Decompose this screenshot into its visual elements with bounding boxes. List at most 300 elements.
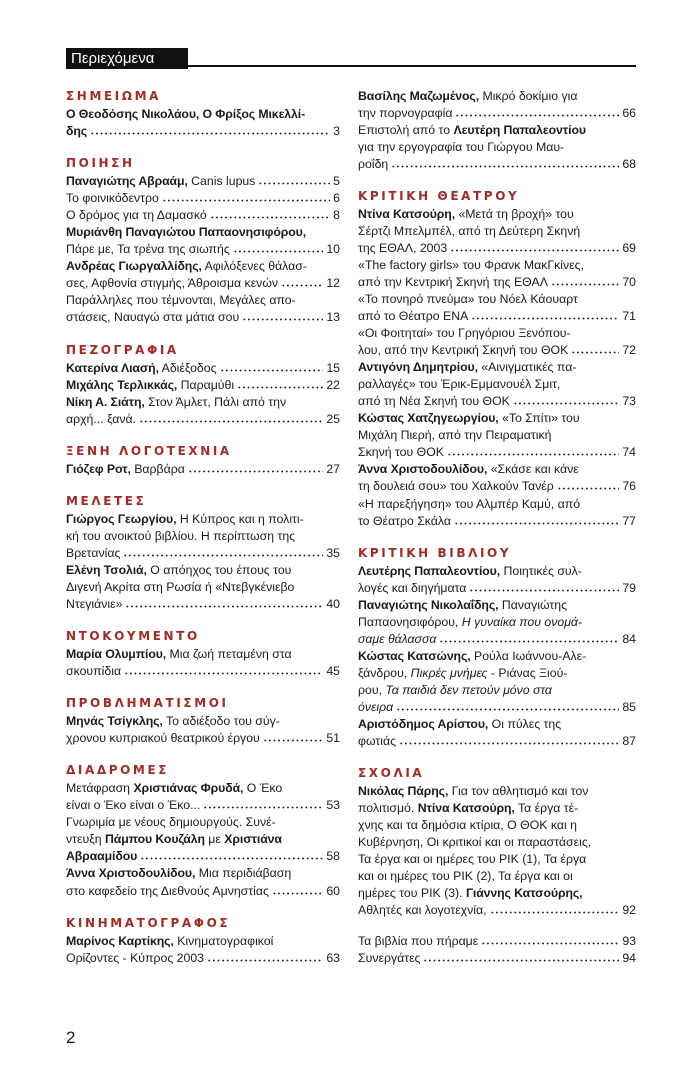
entry-text-run: χρονου κυπριακού θεατρικού έργου <box>66 731 260 746</box>
entry-text <box>66 663 121 680</box>
toc-entry-line <box>66 258 340 275</box>
book-title: Η γυναίκα που ονομά- <box>461 614 583 629</box>
toc-entry-line <box>358 933 636 950</box>
entry-text-run: Συνεργάτες <box>358 950 421 965</box>
entry-text <box>66 173 255 190</box>
entry-text <box>358 699 393 716</box>
toc-entry-line <box>358 631 636 648</box>
dot-leader <box>220 369 324 372</box>
toc-section <box>66 153 340 326</box>
toc-section <box>66 491 340 613</box>
entry-name: Μαρίνος Καρτίκης, <box>66 933 174 948</box>
entry-text <box>358 580 466 597</box>
entry-text-run: «The factory girls» του Φρανκ ΜακΓκίνες, <box>358 257 584 272</box>
entry-text <box>66 865 291 882</box>
entry-text <box>66 360 217 377</box>
entry-text <box>358 393 510 410</box>
entry-text <box>66 411 136 428</box>
toc-entry-line <box>358 868 636 885</box>
entry-text <box>66 646 292 663</box>
entry-text-run: Αδιέξοδος <box>158 360 217 375</box>
dot-leader <box>90 132 330 135</box>
entry-text <box>358 496 580 513</box>
dot-leader <box>237 386 323 389</box>
toc-entry-line <box>66 275 340 292</box>
entry-text <box>66 528 295 545</box>
page-ref: 94 <box>622 950 636 965</box>
toc-entry-line <box>66 309 340 326</box>
section-heading: ΠΟΙΗΣΗ <box>66 156 135 171</box>
dot-leader <box>450 249 619 252</box>
entry-text <box>66 190 159 207</box>
toc-entry-line <box>66 950 340 967</box>
toc-entry-line <box>358 240 636 257</box>
toc-entry-line <box>358 665 636 682</box>
toc-entry-line <box>358 308 636 325</box>
section-heading: ΚΙΝΗΜΑΤΟΓΡΑΦΟΣ <box>66 915 231 930</box>
toc-entry-line <box>66 207 340 224</box>
toc-entry-line <box>358 682 636 699</box>
toc-section <box>66 760 340 899</box>
toc-entry-line <box>66 831 340 848</box>
section-heading: ΚΡΙΤΙΚΗ ΒΙΒΛΙΟΥ <box>358 545 512 560</box>
page-ref: 76 <box>622 479 636 494</box>
entry-text-run: της ΕΘΑΛ, 2003 <box>358 240 448 255</box>
dot-leader <box>396 708 619 711</box>
entry-name: Παναγιώτης Νικολαΐδης, <box>358 597 499 612</box>
entry-text-run: Ο Έκο <box>243 781 283 796</box>
toc-entry-line <box>358 291 636 308</box>
entry-text <box>66 797 200 814</box>
page-ref: 87 <box>622 734 636 749</box>
toc-section <box>66 693 340 747</box>
toc-entry-line <box>358 461 636 478</box>
page-ref: 73 <box>622 394 636 409</box>
entry-text-run: Σκηνή του ΘΟΚ <box>358 445 444 460</box>
entry-text <box>66 275 278 292</box>
toc-entry-line <box>358 88 636 105</box>
entry-name: Άννα Χριστοδουλίδου, <box>66 866 196 881</box>
toc-entry-line <box>358 478 636 495</box>
entry-text-run: στάσεις, Ναυαγώ στα μάτια σου <box>66 310 240 325</box>
page-ref: 70 <box>622 274 636 289</box>
dot-leader <box>203 806 323 809</box>
entry-name: Ο Θεοδόσης Νικολάου, Ο Φρίξος Μικελλί- <box>66 107 306 121</box>
entry-text-run: την πορνογραφία <box>358 105 453 120</box>
toc-entry-line <box>358 122 636 139</box>
toc-entry-line <box>66 848 340 865</box>
page-ref: 60 <box>326 883 340 898</box>
entry-text <box>66 950 204 967</box>
toc-section <box>66 626 340 680</box>
dot-leader <box>439 640 619 643</box>
entry-name: Κατερίνα Λιασή, <box>66 360 159 375</box>
entry-text <box>358 342 568 359</box>
entry-text-run: με <box>204 832 225 847</box>
entry-text <box>66 309 239 326</box>
entry-text <box>66 461 185 478</box>
dot-leader <box>258 182 330 185</box>
book-title: σαμε θάλασσα <box>358 631 437 646</box>
section-heading: ΝΤΟΚΟΥΜΕΝΤΟ <box>66 629 200 644</box>
page-ref: 77 <box>622 513 636 528</box>
entry-text <box>358 868 573 885</box>
entry-text <box>358 902 487 919</box>
toc-entry-line <box>358 513 636 530</box>
entry-name: Ντίνα Κατσούρη, <box>417 801 515 816</box>
toc-entry-line <box>358 444 636 461</box>
entry-text <box>66 241 230 258</box>
entry-text-run: το Θέατρο Σκάλα <box>358 513 451 528</box>
page-ref: 68 <box>622 156 636 171</box>
page-ref: 6 <box>333 191 340 206</box>
entry-text <box>66 224 306 241</box>
entry-text-run: κή του ανοικτού βιβλίου. Η περίπτωση της <box>66 528 296 543</box>
entry-text <box>66 831 282 848</box>
entry-name: Γιόζεφ Ροτ, <box>66 461 131 476</box>
toc-entry-line <box>66 511 340 528</box>
page-ref: 58 <box>326 849 340 864</box>
entry-name: Νίκη Α. Σιάτη, <box>66 394 145 409</box>
section-heading: ΚΡΙΤΙΚΗ ΘΕΑΤΡΟΥ <box>358 188 520 203</box>
toc-entry-line <box>358 376 636 393</box>
toc-entry-line <box>66 123 340 140</box>
entry-text-run: Παπαονησιφόρου, <box>358 614 462 629</box>
entry-text <box>358 631 436 648</box>
entry-name: Ντίνα Κατσούρη, <box>358 206 456 221</box>
entry-text <box>358 122 586 139</box>
entry-name: Μυριάνθη Παναγιώτου Παπαονησιφόρου, <box>66 225 307 240</box>
entry-text <box>66 106 305 123</box>
entry-text <box>358 885 583 902</box>
toc-entry-line <box>358 733 636 750</box>
toc-entry-line <box>358 325 636 342</box>
toc-entry-line <box>358 885 636 902</box>
entry-text-run: «Αινιγματικές πα- <box>477 360 577 375</box>
entry-text <box>358 240 447 257</box>
dot-leader <box>123 554 323 557</box>
dot-leader <box>471 317 619 320</box>
dot-leader <box>140 857 323 860</box>
entry-text <box>358 291 578 308</box>
entry-text-run: Μετάφραση <box>66 781 134 796</box>
entry-text-run: Στον Άμλετ, Πάλι από την <box>144 394 287 409</box>
book-title: Πικρές μνήμες <box>410 665 488 680</box>
entry-text-run: φωτιάς <box>358 734 397 749</box>
toc-entry-line <box>66 224 340 241</box>
dot-leader <box>557 487 620 490</box>
toc-entry-line <box>358 851 636 868</box>
entry-text-run: ντευξη <box>66 832 105 847</box>
entry-text <box>358 817 577 834</box>
dot-leader <box>455 114 619 117</box>
page-ref: 13 <box>326 310 340 325</box>
page-ref: 79 <box>622 580 636 595</box>
entry-name: Μιχάλης Τερλικκάς, <box>66 377 178 392</box>
entry-text-run: πολιτισμό. <box>358 801 418 816</box>
page-ref: 15 <box>326 360 340 375</box>
toc-entry-line <box>66 814 340 831</box>
entry-text <box>358 410 580 427</box>
entry-text <box>66 394 286 411</box>
page-ref: 69 <box>622 240 636 255</box>
toc-section <box>66 340 340 428</box>
entry-text-run: Ο δρόμος για τη Δαμασκό <box>66 208 207 223</box>
toc-entry-line <box>358 597 636 614</box>
toc-entry-line <box>66 461 340 478</box>
page-ref: 53 <box>326 798 340 813</box>
dot-leader <box>188 470 323 473</box>
entry-text <box>358 614 582 631</box>
entry-text-run: Το αδιέξοδο του σύγ- <box>162 714 280 729</box>
toc-entry-line <box>66 933 340 950</box>
toc-entry-line <box>358 817 636 834</box>
page-ref: 25 <box>326 411 340 426</box>
toc-entry-line <box>66 411 340 428</box>
toc-entry-line <box>358 580 636 597</box>
dot-leader <box>481 942 619 945</box>
page-ref: 45 <box>326 664 340 679</box>
entry-text <box>66 545 120 562</box>
entry-name: δης <box>66 124 88 139</box>
entry-text <box>66 511 304 528</box>
toc-entry-line <box>66 528 340 545</box>
dot-leader <box>281 284 323 287</box>
toc-entry-line <box>66 292 340 309</box>
entry-text <box>66 596 122 613</box>
entry-name: Βασίλης Μαζωμένος, <box>358 88 480 103</box>
entry-text <box>358 733 396 750</box>
section-heading: ΣΧΟΛΙΑ <box>358 766 425 781</box>
section-heading: ΞΕΝΗ ΛΟΓΟΤΕΧΝΙΑ <box>66 443 232 458</box>
entry-text-run: Παράλληλες που τέμνονται, Μεγάλες απο- <box>66 293 296 308</box>
page-ref: 93 <box>622 933 636 948</box>
toc-entry-line <box>66 545 340 562</box>
entry-name: Αριστόδημος Αρίστου, <box>358 717 489 732</box>
dot-leader <box>162 199 330 202</box>
entry-name: Μαρία Ολυμπίου, <box>66 647 167 662</box>
header-rule <box>188 65 636 67</box>
entry-text <box>66 780 282 797</box>
toc-entry-line <box>66 106 340 123</box>
entry-name: Χριστιάνα <box>224 832 282 847</box>
page-ref: 51 <box>326 731 340 746</box>
toc-entry-line <box>66 173 340 190</box>
toc-section <box>358 88 636 173</box>
page-ref: 3 <box>333 124 340 139</box>
entry-name: Χριστιάνας Φρυδά, <box>133 781 244 796</box>
toc-section <box>358 543 636 751</box>
entry-text-run: Ρούλα Ιωάννου-Αλε- <box>470 648 587 663</box>
toc-entry-line <box>358 105 636 122</box>
entry-text <box>358 513 451 530</box>
entry-text <box>66 713 280 730</box>
entry-text <box>358 325 571 342</box>
entry-text-run: Ορίζοντες - Κύπρος 2003 <box>66 950 205 965</box>
entry-text-run: «Οι Φοιτηταί» του Γρηγόριου Ξενόπου- <box>358 326 571 341</box>
toc-entry-line <box>358 156 636 173</box>
toc-entry-line <box>358 614 636 631</box>
section-heading: ΜΕΛΕΤΕΣ <box>66 493 147 508</box>
entry-text <box>358 88 577 105</box>
entry-text-run: από το Θέατρο ΕΝΑ <box>358 309 469 324</box>
section-heading: ΠΡΟΒΛΗΜΑΤΙΣΜΟΙ <box>66 696 229 711</box>
toc-entry-line <box>66 883 340 900</box>
entry-text <box>358 597 567 614</box>
entry-text <box>66 883 269 900</box>
entry-name: Νικόλας Πάρης, <box>358 784 449 799</box>
entry-text-run: «Το πονηρό πνεύμα» του Νόελ Κάουαρτ <box>358 291 578 306</box>
page-ref: 27 <box>326 461 340 476</box>
page-ref: 66 <box>622 105 636 120</box>
toc-entry-line <box>358 359 636 376</box>
entry-text-run: Αφιλόξενες θάλασ- <box>201 259 307 274</box>
entry-text-run: στο καφεδείο της Διεθνούς Αμνηστίας <box>66 883 269 898</box>
toc-entry-line <box>358 427 636 444</box>
toc-entry-line <box>358 257 636 274</box>
toc-section <box>358 933 636 967</box>
toc-entry-line <box>358 274 636 291</box>
entry-text-run: ραλλαγές» του Έρικ-Εμμανουέλ Σμιτ, <box>358 377 561 392</box>
contents-title: Περιεχόμενα <box>66 48 188 69</box>
entry-name: Παναγιώτης Αβραάμ, <box>66 174 188 189</box>
page-ref: 22 <box>326 377 340 392</box>
entry-text-run: Ντεγιάνιε» <box>66 596 123 611</box>
entry-name: Γιώργος Γεωργίου, <box>66 511 177 526</box>
entry-text-run: Παναγιώτης <box>498 597 568 612</box>
toc-entry-line <box>358 800 636 817</box>
entry-text <box>66 123 87 140</box>
toc-entry-line <box>66 360 340 377</box>
entry-text-run: «Μετά τη βροχή» του <box>455 206 574 221</box>
entry-text-run: είναι ο Έκο είναι ο Έκο... <box>66 798 201 813</box>
page-ref: 8 <box>333 208 340 223</box>
entry-text <box>358 257 584 274</box>
entry-text <box>66 292 296 309</box>
entry-text <box>66 730 260 747</box>
entry-name: Αντιγόνη Δημητρίου, <box>358 360 478 375</box>
entry-name: Πάμπου Κουζάλη <box>104 832 205 847</box>
toc-section <box>66 913 340 967</box>
dot-leader <box>233 250 324 253</box>
page-ref: 92 <box>622 903 636 918</box>
dot-leader <box>454 522 619 525</box>
page-ref: 12 <box>326 276 340 291</box>
entry-text <box>358 950 420 967</box>
dot-leader <box>571 351 619 354</box>
toc-entry-line <box>358 563 636 580</box>
entry-text-run: ημέρες του ΡΙΚ (3). <box>358 886 466 901</box>
toc-entry-line <box>358 393 636 410</box>
entry-text-run: Βρετανίας <box>66 545 121 560</box>
toc-entry-line <box>66 713 340 730</box>
entry-text-run: για την εργογραφία του Γιώργου Μαυ- <box>358 139 565 154</box>
entry-name: Αβρααμίδου <box>66 849 138 864</box>
entry-text-run: Τα έργα και οι ημέρες του ΡΙΚ (1), Τα έργα <box>358 852 587 867</box>
entry-text <box>358 716 561 733</box>
toc-entry-line <box>358 902 636 919</box>
entry-name: Ανδρέας Γιωργαλλίδης, <box>66 259 202 274</box>
entry-text <box>358 156 388 173</box>
dot-leader <box>513 402 619 405</box>
entry-text-run: από την Κεντρική Σκηνή της ΕΘΑΛ <box>358 274 548 289</box>
entry-text-run: Μια περιδιάβαση <box>195 866 292 881</box>
dot-leader <box>263 739 324 742</box>
entry-text-run: Κινηματογραφικοί <box>173 933 274 948</box>
dot-leader <box>124 672 323 675</box>
entry-text-run: Γνωριμία με νέους δημιουργούς. Συνέ- <box>66 815 276 830</box>
entry-name: Ελένη Τσολιά, <box>66 562 147 577</box>
toc-entry-line <box>66 797 340 814</box>
entry-text <box>358 783 588 800</box>
toc-entry-line <box>66 394 340 411</box>
dot-leader <box>272 892 323 895</box>
dot-leader <box>242 318 323 321</box>
entry-text-run: Παραμύθι <box>177 377 235 392</box>
entry-text <box>358 359 576 376</box>
entry-text-run: τη δουλειά σου» του Χαλκούν Τανέρ <box>358 479 554 494</box>
toc-entry-line <box>358 716 636 733</box>
entry-text <box>66 933 273 950</box>
entry-name: Λευτέρης Παπαλεοντίου, <box>358 563 501 578</box>
page-ref: 72 <box>622 343 636 358</box>
toc-entry-line <box>66 865 340 882</box>
toc-entry-line <box>66 663 340 680</box>
dot-leader <box>139 420 323 423</box>
page-ref: 40 <box>326 596 340 611</box>
page-ref: 35 <box>326 545 340 560</box>
dot-leader <box>490 911 620 914</box>
entry-text-run: Σέρτζι Μπελμπέλ, από τη Δεύτερη Σκηνή <box>358 223 581 238</box>
entry-text-run: «Η παρεξήγηση» του Αλμπέρ Καμύ, από <box>358 496 581 511</box>
toc-column-right <box>358 88 636 967</box>
entry-text <box>358 563 582 580</box>
page-ref: 63 <box>326 950 340 965</box>
toc-entry-line <box>358 410 636 427</box>
entry-text-run: σκουπίδια <box>66 664 122 679</box>
dot-leader <box>399 742 619 745</box>
entry-text-run: λου, από την Κεντρική Σκηνή του ΘΟΚ <box>358 343 569 358</box>
dot-leader <box>391 165 619 168</box>
dot-leader <box>469 589 619 592</box>
entry-text-run: Οι πύλες της <box>488 717 562 732</box>
page-number: 2 <box>66 1028 76 1047</box>
entry-text-run: Η Κύπρος και η πολιτι- <box>176 511 304 526</box>
toc-entry-line <box>358 223 636 240</box>
section-heading: ΠΕΖΟΓΡΑΦΙΑ <box>66 342 179 357</box>
dot-leader <box>125 605 323 608</box>
page-ref: 5 <box>333 174 340 189</box>
entry-text-run: Πάρε με, Τα τρένα της σιωπής <box>66 242 230 257</box>
entry-text <box>358 139 564 156</box>
entry-text <box>358 933 478 950</box>
toc-entry-line <box>66 730 340 747</box>
entry-text <box>358 461 579 478</box>
entry-text-run: Μιχάλη Πιερή, από την Πειραματική <box>358 428 552 443</box>
entry-text <box>358 648 586 665</box>
entry-text-run: Ποιητικές συλ- <box>500 563 582 578</box>
toc-entry-line <box>66 190 340 207</box>
toc-entry-line <box>358 699 636 716</box>
entry-text <box>358 478 554 495</box>
entry-text <box>66 377 234 394</box>
entry-text-run: Τα βιβλία που πήραμε <box>358 933 479 948</box>
entry-text-run: ροΐδη <box>358 156 389 171</box>
entry-text-run: ξάνδρου, <box>358 665 411 680</box>
entry-text <box>358 308 468 325</box>
toc-entry-line <box>358 496 636 513</box>
entry-text-run: Βαρβάρα <box>130 461 185 476</box>
